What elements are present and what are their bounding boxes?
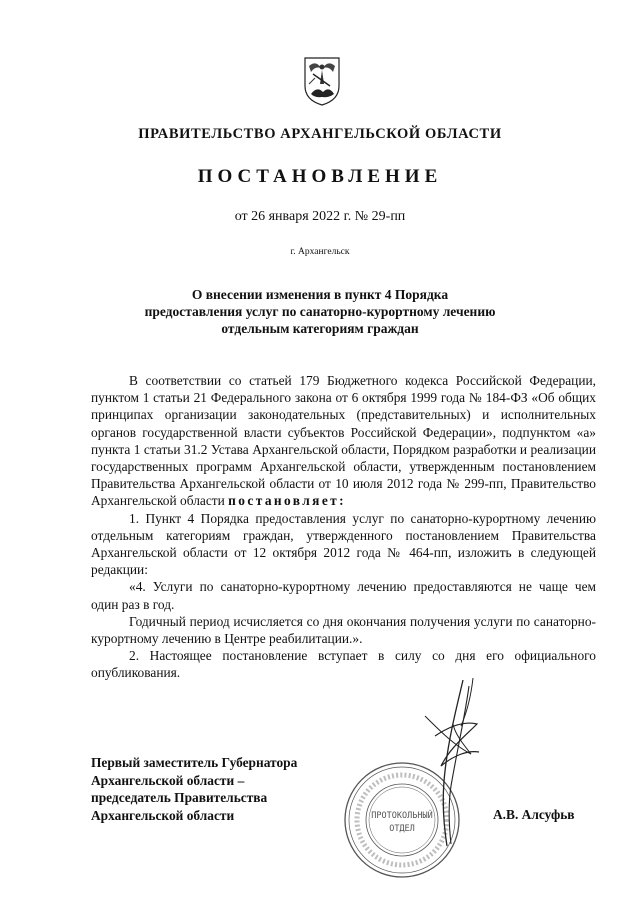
government-title: ПРАВИТЕЛЬСТВО АРХАНГЕЛЬСКОЙ ОБЛАСТИ <box>138 126 502 142</box>
resolves-word: постановляет <box>228 493 340 509</box>
coat-of-arms-icon <box>303 56 341 106</box>
document-type-title: ПОСТАНОВЛЕНИЕ <box>197 166 443 187</box>
subject-line-3: отдельным категориям граждан <box>221 321 419 336</box>
city-name: г. Архангельск <box>290 247 350 257</box>
preamble-paragraph <box>91 372 596 510</box>
resolves-colon: : <box>339 493 344 509</box>
signer-line-2: Архангельской области – <box>91 772 245 788</box>
date-and-number: от 26 января 2022 г. № 29-пп <box>234 209 406 224</box>
subject-line-2: предоставления услуг по санаторно-курортному лечению <box>144 304 496 319</box>
item-1-paragraph: 1. Пункт 4 Порядка предоставления услуг по санаторно-курортному лечению отдельным категориям граждан, утвержденного постановлением Правительства Архангельской области от 12 октября 2012 года № 464-пп, изложить в следующей редакции: <box>91 510 596 578</box>
coat-of-arms-emblem <box>303 56 341 106</box>
handwritten-signature <box>405 676 505 851</box>
quote-paragraph-2: Годичный период исчисляется со дня окончания получения услуги по санаторно-курортному лечению в Центре реабилитации.». <box>91 613 596 647</box>
quote-paragraph-1: «4. Услуги по санаторно-курортному лечению предоставляются не чаще чем один раз в год. <box>91 579 596 612</box>
signer-name: А.В. Алсуфьв <box>493 807 575 822</box>
signature-icon <box>405 676 505 851</box>
document-subject <box>120 286 520 337</box>
signer-line-4: Архангельской области <box>91 807 235 823</box>
preamble-text: В соответствии со статьей 179 Бюджетного кодекса Российской Федерации, пунктом 1 статьи 21 Федерального закона от 6 октября 1999 года № 184-ФЗ «Об общих принципах организации законодательных (представительных) и исполнительных органов государственной власти субъектов Российской Федерации», подпунктом «а» пункта 1 статьи 31.2 Устава Архангельской области, Порядком разработки и реализации государственных программ Архангельской области, утвержденным постановлением Правительства Архангельской области от 10 июля 2012 года № 299-пп, Правительство Архангельской области <box>91 373 596 509</box>
signer-line-1: Первый заместитель Губернатора <box>91 755 298 770</box>
stamp-center-line-2: ОТДЕЛ <box>389 824 415 834</box>
subject-line-1: О внесении изменения в пункт 4 Порядка <box>191 287 449 302</box>
stamp-center-line-1: ПРОТОКОЛЬНЫЙ <box>371 811 433 821</box>
signer-line-3: председатель Правительства <box>91 790 268 805</box>
signer-position <box>91 754 297 824</box>
document-body <box>91 372 596 682</box>
item-2-paragraph: 2. Настоящее постановление вступает в силу со дня его официального опубликования. <box>91 648 596 681</box>
